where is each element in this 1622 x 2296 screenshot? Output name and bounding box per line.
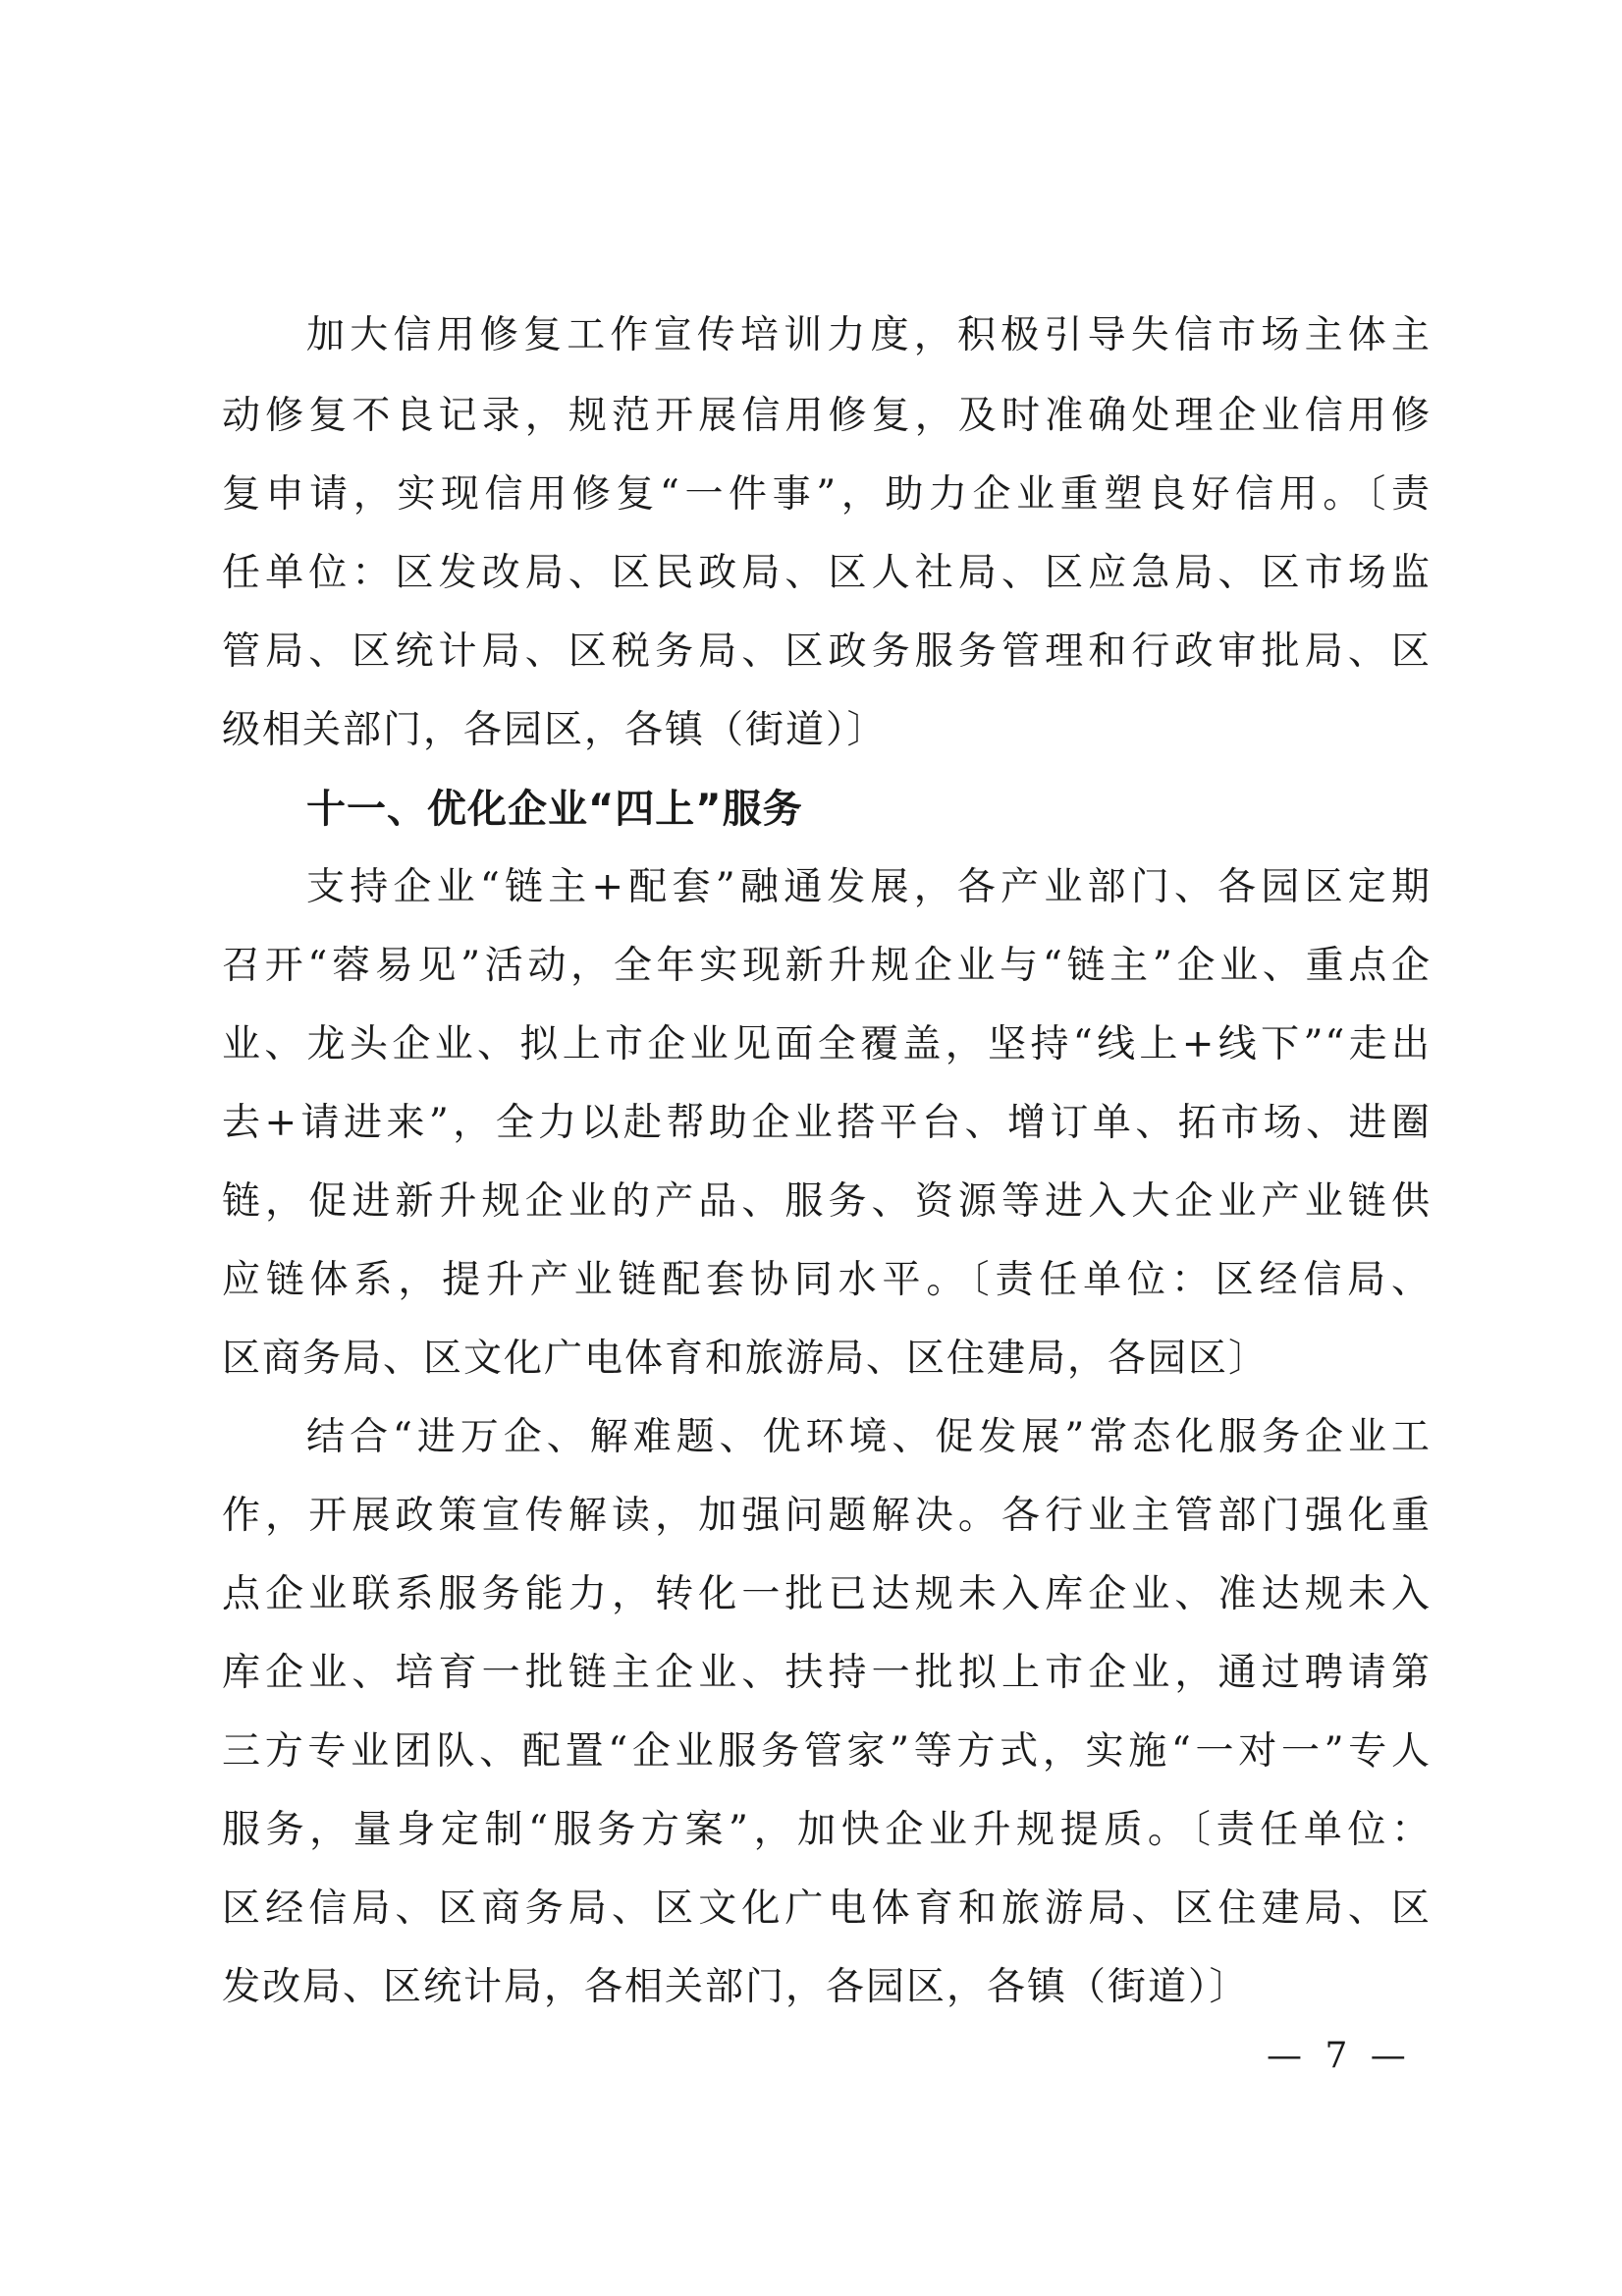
page-number: — 7 — xyxy=(1267,2036,1412,2076)
text-line: 服务，量身定制“服务方案”，加快企业升规提质。〔责任单位： xyxy=(222,1808,1432,1852)
text-line: 级相关部门，各园区，各镇（街道）〕 xyxy=(222,708,888,752)
text-line: 召开“蓉易见”活动，全年实现新升规企业与“链主”企业、重点企 xyxy=(222,944,1432,988)
text-line: 结合“进万企、解难题、优环境、促发展”常态化服务企业工 xyxy=(306,1415,1432,1459)
text-line: 点企业联系服务能力，转化一批已达规未入库企业、准达规未入 xyxy=(222,1572,1432,1616)
text-line: 复申请，实现信用修复“一件事”，助力企业重塑良好信用。〔责 xyxy=(222,472,1432,517)
text-line: 去+请进来”，全力以赴帮助企业搭平台、增订单、拓市场、进圈 xyxy=(222,1101,1432,1145)
text-line: 区商务局、区文化广电体育和旅游局、区住建局，各园区〕 xyxy=(222,1337,1270,1381)
text-line: 业、龙头企业、拟上市企业见面全覆盖，坚持“线上+线下”“走出 xyxy=(222,1022,1432,1066)
text-line: 库企业、培育一批链主企业、扶持一批拟上市企业，通过聘请第 xyxy=(222,1651,1432,1695)
text-line: 任单位：区发改局、区民政局、区人社局、区应急局、区市场监 xyxy=(222,551,1432,595)
text-line: 管局、区统计局、区税务局、区政务服务管理和行政审批局、区 xyxy=(222,629,1432,674)
text-line: 作，开展政策宣传解读，加强问题解决。各行业主管部门强化重 xyxy=(222,1494,1432,1538)
text-line: 应链体系，提升产业链配套协同水平。〔责任单位：区经信局、 xyxy=(222,1258,1432,1302)
text-line: 区经信局、区商务局、区文化广电体育和旅游局、区住建局、区 xyxy=(222,1886,1432,1931)
section-heading: 十一、优化企业“四上”服务 xyxy=(306,787,803,832)
text-line: 链，促进新升规企业的产品、服务、资源等进入大企业产业链供 xyxy=(222,1179,1432,1224)
text-line: 三方专业团队、配置“企业服务管家”等方式，实施“一对一”专人 xyxy=(222,1729,1432,1774)
text-line: 支持企业“链主+配套”融通发展，各产业部门、各园区定期 xyxy=(306,865,1432,909)
text-line: 发改局、区统计局，各相关部门，各园区，各镇（街道）〕 xyxy=(222,1965,1250,2009)
text-line: 加大信用修复工作宣传培训力度，积极引导失信市场主体主 xyxy=(306,313,1432,357)
text-line: 动修复不良记录，规范开展信用修复，及时准确处理企业信用修 xyxy=(222,394,1432,438)
